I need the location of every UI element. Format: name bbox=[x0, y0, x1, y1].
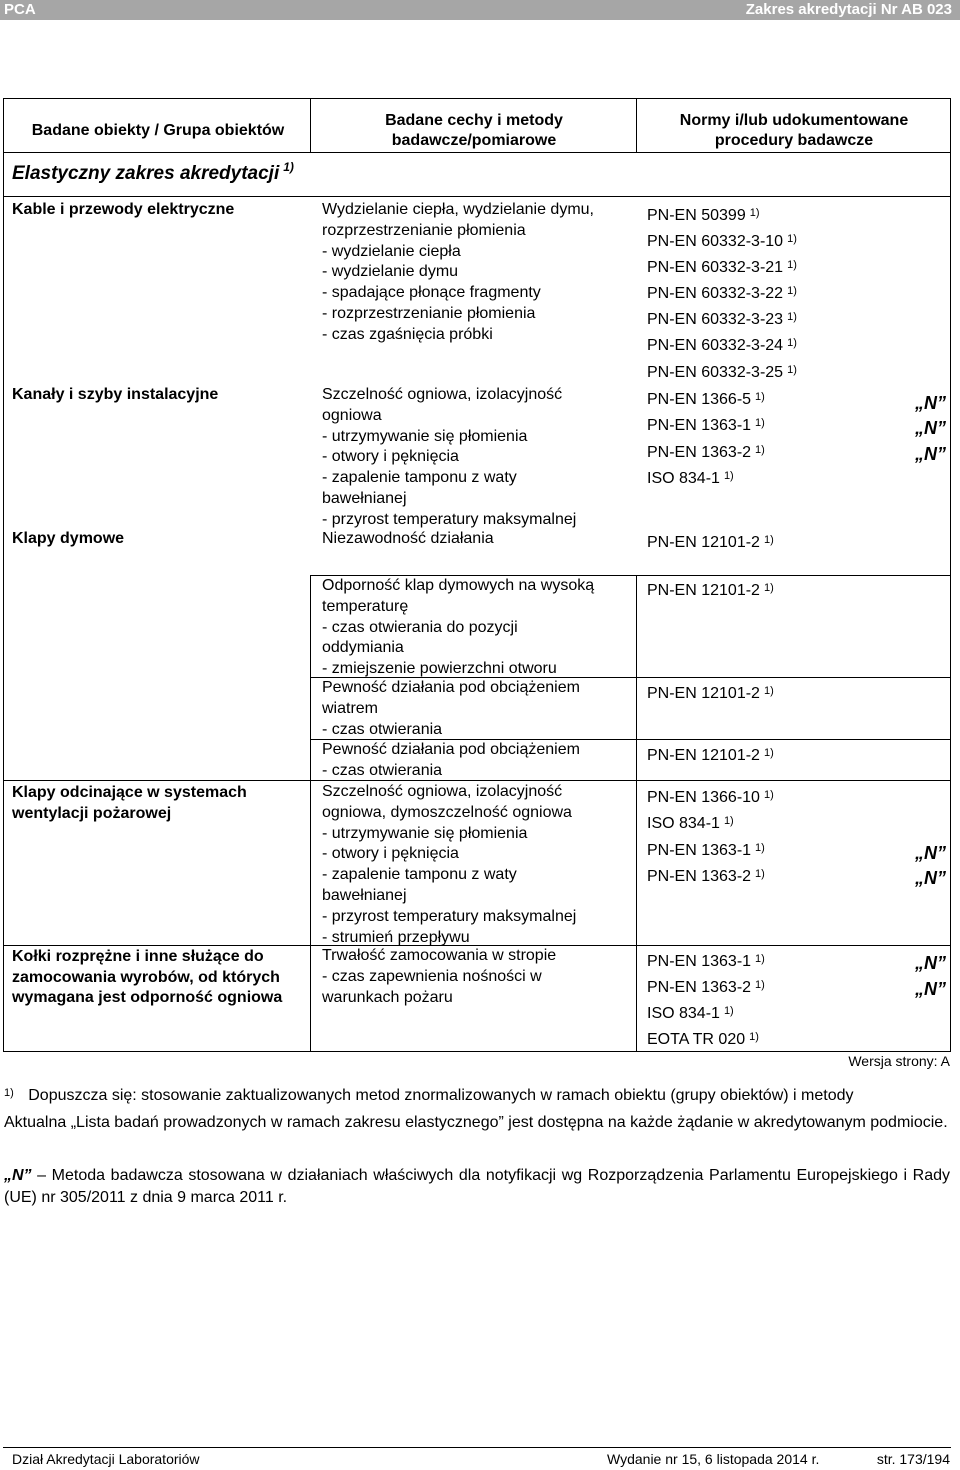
norm-anchors-2: PN-EN 1363-2 $^{1)}$ bbox=[647, 979, 765, 996]
footer-department: Dział Akredytacji Laboratoriów bbox=[12, 1451, 200, 1467]
norm-anchors-3: ISO 834-1 $^{1)}$ bbox=[647, 1005, 734, 1022]
norm-dampers-3: PN-EN 1363-1 $^{1)}$ bbox=[647, 842, 765, 859]
n-mark-label: „N” bbox=[4, 1167, 32, 1184]
column-divider-1 bbox=[310, 575, 311, 1052]
table-top-border bbox=[3, 98, 951, 99]
header-bottom-border bbox=[3, 152, 951, 153]
footnote-1 bbox=[4, 1087, 954, 1105]
norm-smoke-load: PN-EN 12101-2 $^{1)}$ bbox=[647, 747, 774, 764]
method-smoke-load: Pewność działania pod obciążeniem - czas otwierania bbox=[322, 741, 580, 779]
method-anchors: Trwałość zamocowania w stropie - czas zapewnienia nośności w warunkach pożaru bbox=[322, 947, 557, 1006]
column-header-objects: Badane obiekty / Grupa obiektów bbox=[31, 122, 285, 139]
method-cables: Wydzielanie ciepła, wydzielanie dymu, rozprzestrzenianie płomienia - wydzielanie ciepła - wydzielanie dymu - spadające płonące fragmenty - rozprzestrzenianie płomienia - czas zgaśnięcia próbki bbox=[322, 201, 594, 343]
n-mark-anchors-2: „N” bbox=[915, 979, 946, 999]
norm-channels-1: PN-EN 1366-5 $^{1)}$ bbox=[647, 391, 765, 408]
footnote-1-marker: 1) bbox=[4, 1087, 14, 1099]
norm-anchors-1: PN-EN 1363-1 $^{1)}$ bbox=[647, 953, 765, 970]
norm-cables-7: PN-EN 60332-3-25 $^{1)}$ bbox=[647, 364, 797, 381]
method-smoke-wind: Pewność działania pod obciążeniem wiatrem - czas otwierania bbox=[322, 679, 580, 738]
elastic-row-border bbox=[3, 196, 951, 197]
header-divider-2 bbox=[636, 98, 637, 153]
n-mark-note-text: – Metoda badawcza stosowana w działaniach właściwych dla notyfikacji wg Rozporządzenia Parlamentu Europejskiego i Rady (UE) nr 305/2011 z dnia 9 marca 2011 r. bbox=[4, 1167, 950, 1206]
elastic-scope-title: Elastyczny zakres akredytacji $^{1)}$ bbox=[12, 160, 294, 184]
norm-cables-5: PN-EN 60332-3-23 $^{1)}$ bbox=[647, 311, 797, 328]
n-mark-note bbox=[4, 1165, 950, 1209]
footer-page-number: str. 173/194 bbox=[876, 1451, 950, 1467]
column-header-norms: Normy i/lub udokumentowane procedury badawcze bbox=[679, 112, 909, 149]
header-right-text: Zakres akredytacji Nr AB 023 bbox=[745, 1, 952, 18]
header-left-text: PCA bbox=[4, 1, 36, 18]
method-smoke-reliability: Niezawodność działania bbox=[322, 530, 494, 547]
norm-channels-3: PN-EN 1363-2 $^{1)}$ bbox=[647, 444, 765, 461]
norm-dampers-1: PN-EN 1366-10 $^{1)}$ bbox=[647, 789, 774, 806]
current-list-note: Aktualna „Lista badań prowadzonych w ramach zakresu elastycznego” jest dostępna na każde żądanie w akredytowanym podmiocie. bbox=[4, 1114, 948, 1131]
norm-dampers-2: ISO 834-1 $^{1)}$ bbox=[647, 815, 734, 832]
table-bottom-border bbox=[3, 1051, 951, 1052]
n-mark-channels-1: „N” bbox=[915, 393, 946, 413]
norm-channels-2: PN-EN 1363-1 $^{1)}$ bbox=[647, 417, 765, 434]
object-cables: Kable i przewody elektryczne bbox=[12, 201, 235, 218]
norm-cables-2: PN-EN 60332-3-10 $^{1)}$ bbox=[647, 233, 797, 250]
page-header bbox=[0, 0, 960, 20]
column-header-methods: Badane cechy i metody badawcze/pomiarowe bbox=[385, 112, 563, 149]
norm-smoke-wind: PN-EN 12101-2 $^{1)}$ bbox=[647, 685, 774, 702]
table-left-border bbox=[3, 98, 4, 1052]
method-dampers: Szczelność ogniowa, izolacyjność ogniowa, dymoszczelność ogniowa - utrzymywanie się płomienia - otwory i pęknięcia - zapalenie tamponu z waty bawełnianej - przyrost temperatury maksymalnej - strumień przepływu bbox=[322, 783, 577, 946]
footnote-1-text: Dopuszcza się: stosowanie zaktualizowanych metod znormalizowanych w ramach obiektu (grupy obiektów) i metody bbox=[28, 1087, 854, 1104]
method-channels: Szczelność ogniowa, izolacyjność ogniowa - utrzymywanie się płomienia - otwory i pęknięcia - zapalenie tamponu z waty bawełnianej - przyrost temperatury maksymalnej bbox=[322, 386, 577, 528]
n-mark-channels-3: „N” bbox=[915, 444, 946, 464]
n-mark-channels-2: „N” bbox=[915, 418, 946, 438]
header-divider-1 bbox=[310, 98, 311, 153]
column-divider-2 bbox=[636, 575, 637, 1052]
n-mark-dampers-2: „N” bbox=[915, 868, 946, 888]
footer-divider bbox=[3, 1447, 951, 1448]
object-smoke-flaps: Klapy dymowe bbox=[12, 530, 125, 547]
norm-cables-3: PN-EN 60332-3-21 $^{1)}$ bbox=[647, 259, 797, 276]
dampers-object-border bbox=[3, 780, 311, 781]
norm-channels-4: ISO 834-1 $^{1)}$ bbox=[647, 470, 734, 487]
n-mark-anchors-1: „N” bbox=[915, 953, 946, 973]
object-channels: Kanały i szyby instalacyjne bbox=[12, 386, 219, 403]
norm-cables-6: PN-EN 60332-3-24 $^{1)}$ bbox=[647, 337, 797, 354]
page-version: Wersja strony: A bbox=[848, 1053, 950, 1069]
norm-anchors-4: EOTA TR 020 $^{1)}$ bbox=[647, 1031, 759, 1048]
object-anchors: Kołki rozprężne i inne służące do zamocowania wyrobów, od których wymagana jest odporność ogniowa bbox=[12, 948, 283, 1006]
norm-cables-4: PN-EN 60332-3-22 $^{1)}$ bbox=[647, 285, 797, 302]
method-smoke-high-temp: Odporność klap dymowych na wysoką temperaturę - czas otwierania do pozycji oddymiania - zmiejszenie powierzchni otworu bbox=[322, 577, 595, 678]
anchors-object-border bbox=[3, 945, 311, 946]
object-fire-dampers: Klapy odcinające w systemach wentylacji pożarowej bbox=[12, 784, 247, 822]
footer-edition: Wydanie nr 15, 6 listopada 2014 r. bbox=[607, 1451, 820, 1467]
norm-smoke-high-temp: PN-EN 12101-2 $^{1)}$ bbox=[647, 582, 774, 599]
norm-cables-1: PN-EN 50399 $^{1)}$ bbox=[647, 207, 760, 224]
norm-dampers-4: PN-EN 1363-2 $^{1)}$ bbox=[647, 868, 765, 885]
norm-smoke-reliability: PN-EN 12101-2 $^{1)}$ bbox=[647, 534, 774, 551]
n-mark-dampers-1: „N” bbox=[915, 843, 946, 863]
